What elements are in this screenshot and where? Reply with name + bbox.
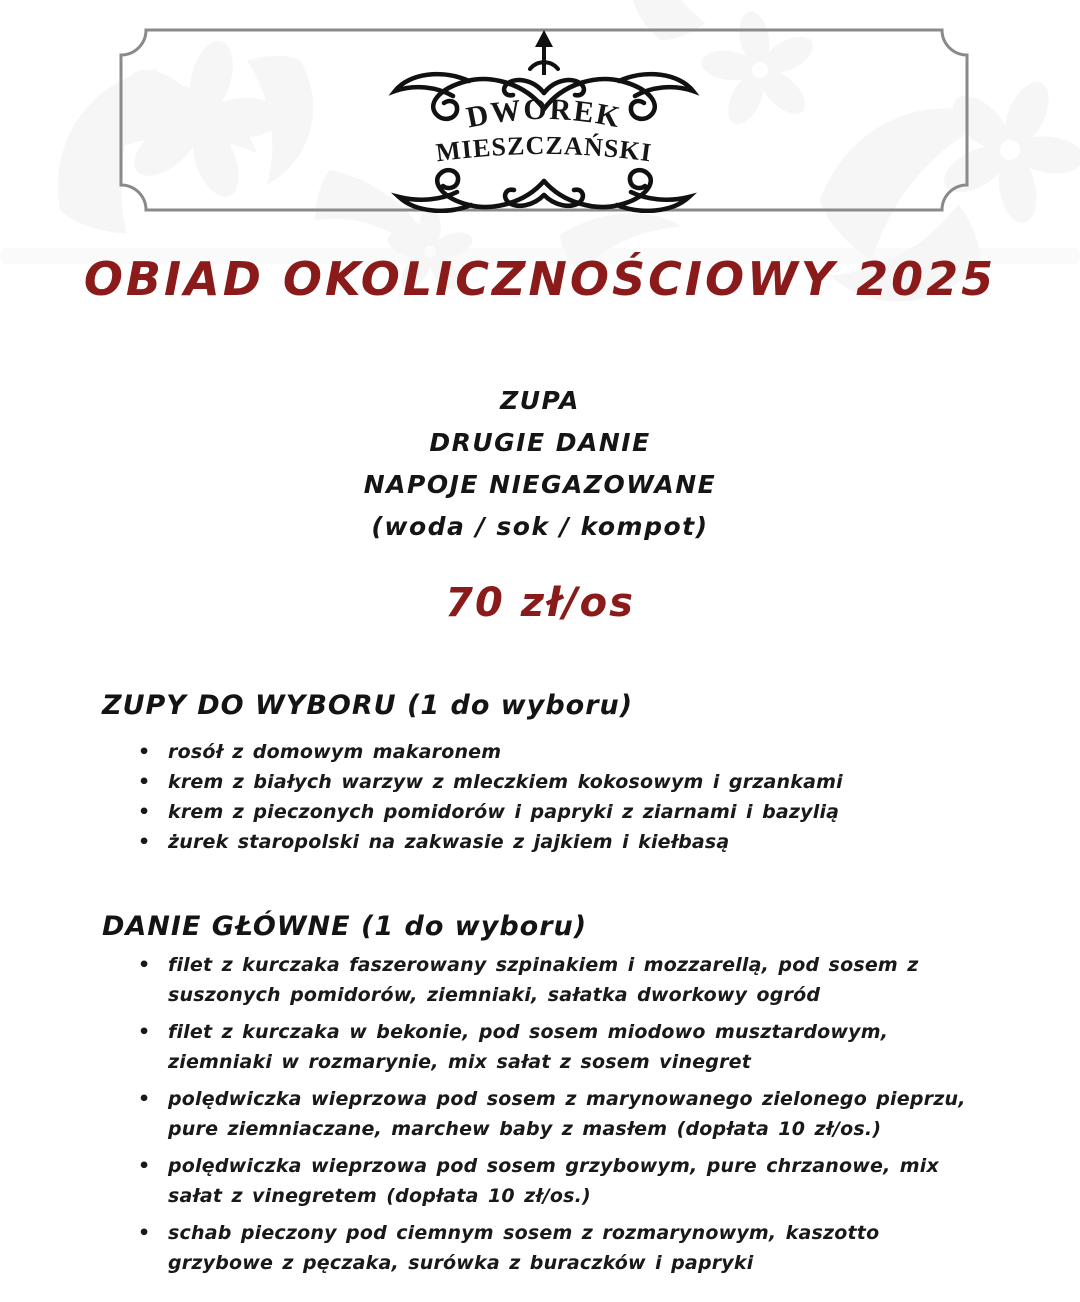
course-line: (woda / sok / kompot): [371, 512, 709, 541]
course-line: ZUPA: [500, 386, 580, 415]
menu-item: • rosół z domowym makaronem: [136, 737, 982, 767]
menu-item: • schab pieczony pod ciemnym sosem z rozmarynowym, kaszotto grzybowe z pęczaka, surówka z buraczków i papryki: [136, 1218, 982, 1278]
svg-text:DWOREK: [464, 93, 625, 135]
included-courses: [0, 380, 1080, 548]
menu-item: • krem z pieczonych pomidorów i papryki z ziarnami i bazylią: [136, 797, 982, 827]
menu-item: • żurek staropolski na zakwasie z jajkiem i kiełbasą: [136, 827, 982, 857]
mains-list: [136, 950, 982, 1285]
logo-name-line1: DWOREK: [463, 92, 625, 135]
section-heading-soups: ZUPY DO WYBORU (1 do wyboru): [102, 690, 634, 722]
menu-item: • filet z kurczaka faszerowany szpinakiem i mozzarellą, pod sosem z suszonych pomidorów, ziemniaki, sałatka dworkowy ogród: [136, 950, 982, 1010]
menu-item: • polędwiczka wieprzowa pod sosem grzybowym, pure chrzanowe, mix sałat z vinegretem (dopłata 10 zł/os.): [136, 1151, 982, 1211]
course-line: DRUGIE DANIE: [429, 428, 651, 457]
svg-text:MIESZCZAŃSKI: [434, 131, 653, 167]
menu-item: • filet z kurczaka w bekonie, pod sosem miodowo musztardowym, ziemniaki w rozmarynie, mix sałat z sosem vinegret: [136, 1017, 982, 1077]
course-line: NAPOJE NIEGAZOWANE: [363, 470, 717, 499]
restaurant-logo: [379, 29, 709, 213]
arrow-finial-icon: [530, 30, 558, 75]
logo-name-line2: MIESZCZAŃSKI: [434, 130, 654, 168]
price-per-person: 70 zł/os: [445, 580, 635, 626]
menu-item: • polędwiczka wieprzowa pod sosem z marynowanego zielonego pieprzu, pure ziemniaczane, marchew baby z masłem (dopłata 10 zł/os.): [136, 1084, 982, 1144]
logo-frame: [118, 27, 970, 213]
bottom-flourish-icon: [399, 170, 689, 211]
menu-item: • krem z białych warzyw z mleczkiem kokosowym i grzankami: [136, 767, 982, 797]
page-title: OBIAD OKOLICZNOŚCIOWY 2025: [83, 252, 997, 306]
soups-list: [136, 737, 982, 857]
section-heading-mains: DANIE GŁÓWNE (1 do wyboru): [102, 911, 588, 943]
